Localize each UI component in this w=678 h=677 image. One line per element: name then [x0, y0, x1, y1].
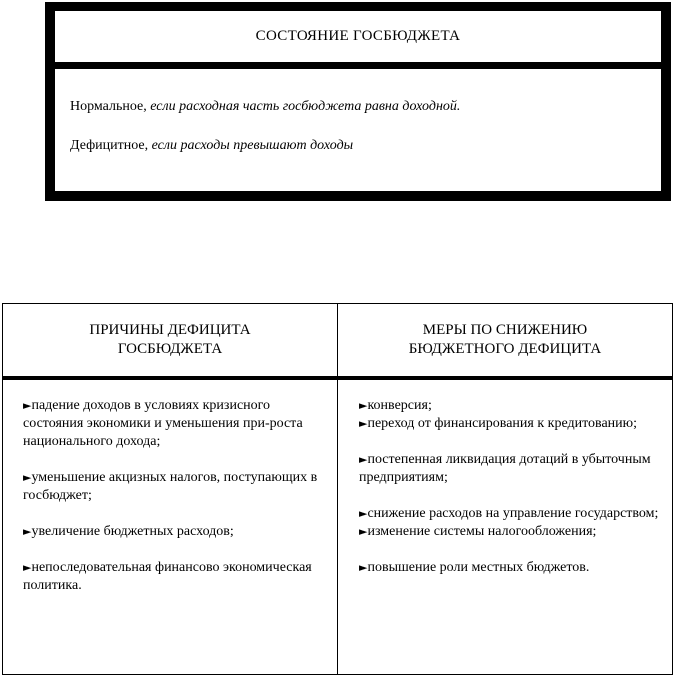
list-item [23, 469, 323, 505]
list-item [359, 523, 659, 541]
cause-text: увеличение бюджетных расходов; [31, 524, 234, 539]
arrow-bullet-icon: ► [359, 453, 368, 466]
arrow-bullet-icon: ► [359, 561, 368, 574]
arrow-bullet-icon: ► [23, 471, 32, 484]
arrow-bullet-icon: ► [359, 507, 368, 520]
list-item [359, 505, 659, 523]
measure-text: снижение расходов на управление государством; [367, 506, 659, 521]
measures-list [359, 397, 659, 595]
budget-state-box [45, 2, 671, 201]
arrow-bullet-icon: ► [359, 399, 368, 412]
cause-text: непоследовательная финансово экономическая политика. [23, 560, 312, 593]
list-item [23, 397, 323, 451]
arrow-bullet-icon: ► [23, 561, 32, 574]
list-item [23, 523, 323, 541]
measures-header-line2: БЮДЖЕТНОГО ДЕФИЦИТА [408, 341, 602, 357]
list-item [23, 559, 323, 595]
measure-text: конверсия; [367, 398, 432, 413]
measures-header-line1: МЕРЫ ПО СНИЖЕНИЮ [422, 322, 588, 338]
causes-header-line1: ПРИЧИНЫ ДЕФИЦИТА [89, 322, 251, 338]
measure-text: переход от финансирования к кредитованию; [367, 416, 638, 431]
budget-state-body [55, 69, 661, 191]
causes-header-line2: ГОСБЮДЖЕТА [117, 341, 223, 357]
normal-state-line [70, 99, 460, 115]
header-rule [3, 376, 672, 380]
arrow-bullet-icon: ► [359, 417, 368, 430]
list-item [359, 397, 659, 415]
normal-term: Нормальное, [70, 99, 147, 114]
causes-header [3, 321, 337, 359]
arrow-bullet-icon: ► [23, 399, 32, 412]
column-divider [337, 304, 338, 674]
deficit-table [2, 303, 673, 675]
budget-state-title: СОСТОЯНИЕ ГОСБЮДЖЕТА [55, 11, 661, 62]
cause-text: уменьшение акцизных налогов, поступающих в госбюджет; [23, 470, 318, 503]
cause-text: падение доходов в условиях кризисного состояния экономики и уменьшения при-роста национального дохода; [23, 398, 303, 449]
measure-text: изменение системы налогообложения; [367, 524, 597, 539]
arrow-bullet-icon: ► [359, 525, 368, 538]
list-item [359, 559, 659, 577]
list-item [359, 451, 659, 487]
causes-list [23, 397, 323, 613]
normal-description: если расходная часть госбюджета равна доходной. [150, 99, 461, 114]
deficit-term: Дефицитное, [70, 138, 149, 153]
measure-text: постепенная ликвидация дотаций в убыточным предприятиям; [359, 452, 651, 485]
deficit-description: если расходы превышают доходы [151, 138, 354, 153]
measures-header [338, 321, 672, 359]
deficit-state-line [70, 138, 353, 154]
measure-text: повышение роли местных бюджетов. [367, 560, 590, 575]
list-item [359, 415, 659, 433]
arrow-bullet-icon: ► [23, 525, 32, 538]
